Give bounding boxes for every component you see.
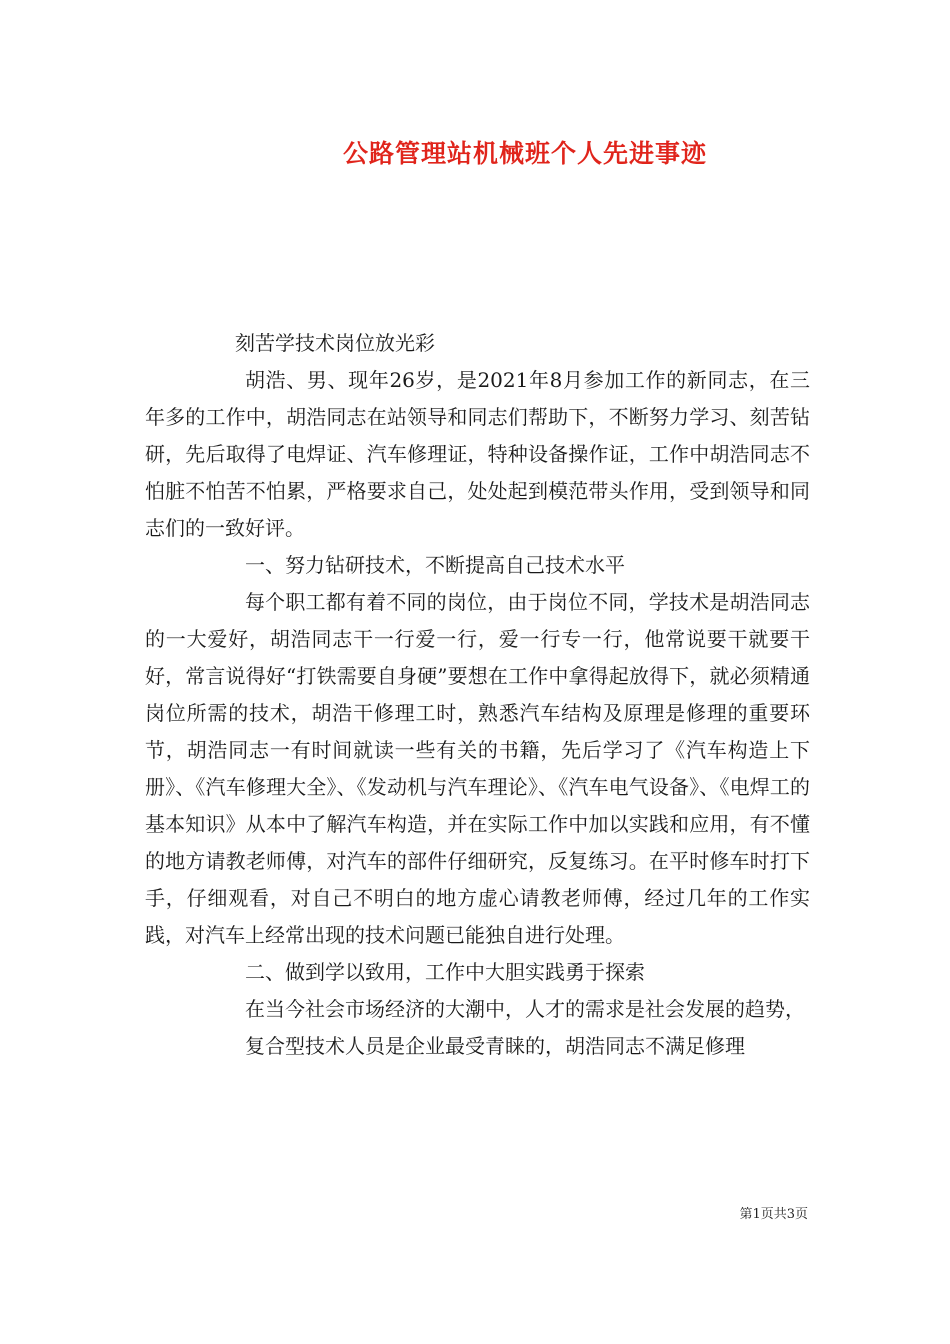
document-title: 公路管理站机械班个人先进事迹: [342, 139, 707, 168]
section-subtitle: 刻苦学技术岗位放光彩: [235, 331, 435, 355]
page-number: 第1页共3页: [739, 1207, 808, 1222]
section-heading: 一、努力钻研技术，不断提高自己技术水平: [245, 553, 625, 577]
paragraph: 复合型技术人员是企业最受青睐的，胡浩同志不满足修理: [245, 1034, 745, 1058]
paragraph: 每个职工都有着不同的岗位，由于岗位不同，学技术是胡浩同志的一大爱好，胡浩同志干一行爱一行，爱一行专一行，他常说要干就要干好，常言说得好“打铁需要自身硬”要想在工作中拿得起放得下，就必须精通岗位所需的技术，胡浩干修理工时，熟悉汽车结构及原理是修理的重要环节，胡浩同志一有时间就读一些有关的书籍，先后学习了《汽车构造上下册》、《汽车修理大全》、《发动机与汽车理论》、《汽车电气设备》、《电焊工的基本知识》从本中了解汽车构造，并在实际工作中加以实践和应用，有不懂的地方请教老师傅，对汽车的部件仔细研究，反复练习。在平时修车时打下手，仔细观看，对自己不明白的地方虚心请教老师傅，经过几年的工作实践，对汽车上经常出现的技术问题已能独自进行处理。: [145, 590, 810, 947]
document-body: [145, 325, 810, 1065]
paragraph: 在当今社会市场经济的大潮中，人才的需求是社会发展的趋势，: [245, 997, 805, 1021]
section-heading: 二、做到学以致用，工作中大胆实践勇于探索: [245, 960, 645, 984]
paragraph: 胡浩、男、现年26岁，是2021年8月参加工作的新同志，在三年多的工作中，胡浩同志在站领导和同志们帮助下，不断努力学习、刻苦钻研，先后取得了电焊证、汽车修理证，特种设备操作证，工作中胡浩同志不怕脏不怕苦不怕累，严格要求自己，处处起到模范带头作用，受到领导和同志们的一致好评。: [145, 368, 810, 540]
